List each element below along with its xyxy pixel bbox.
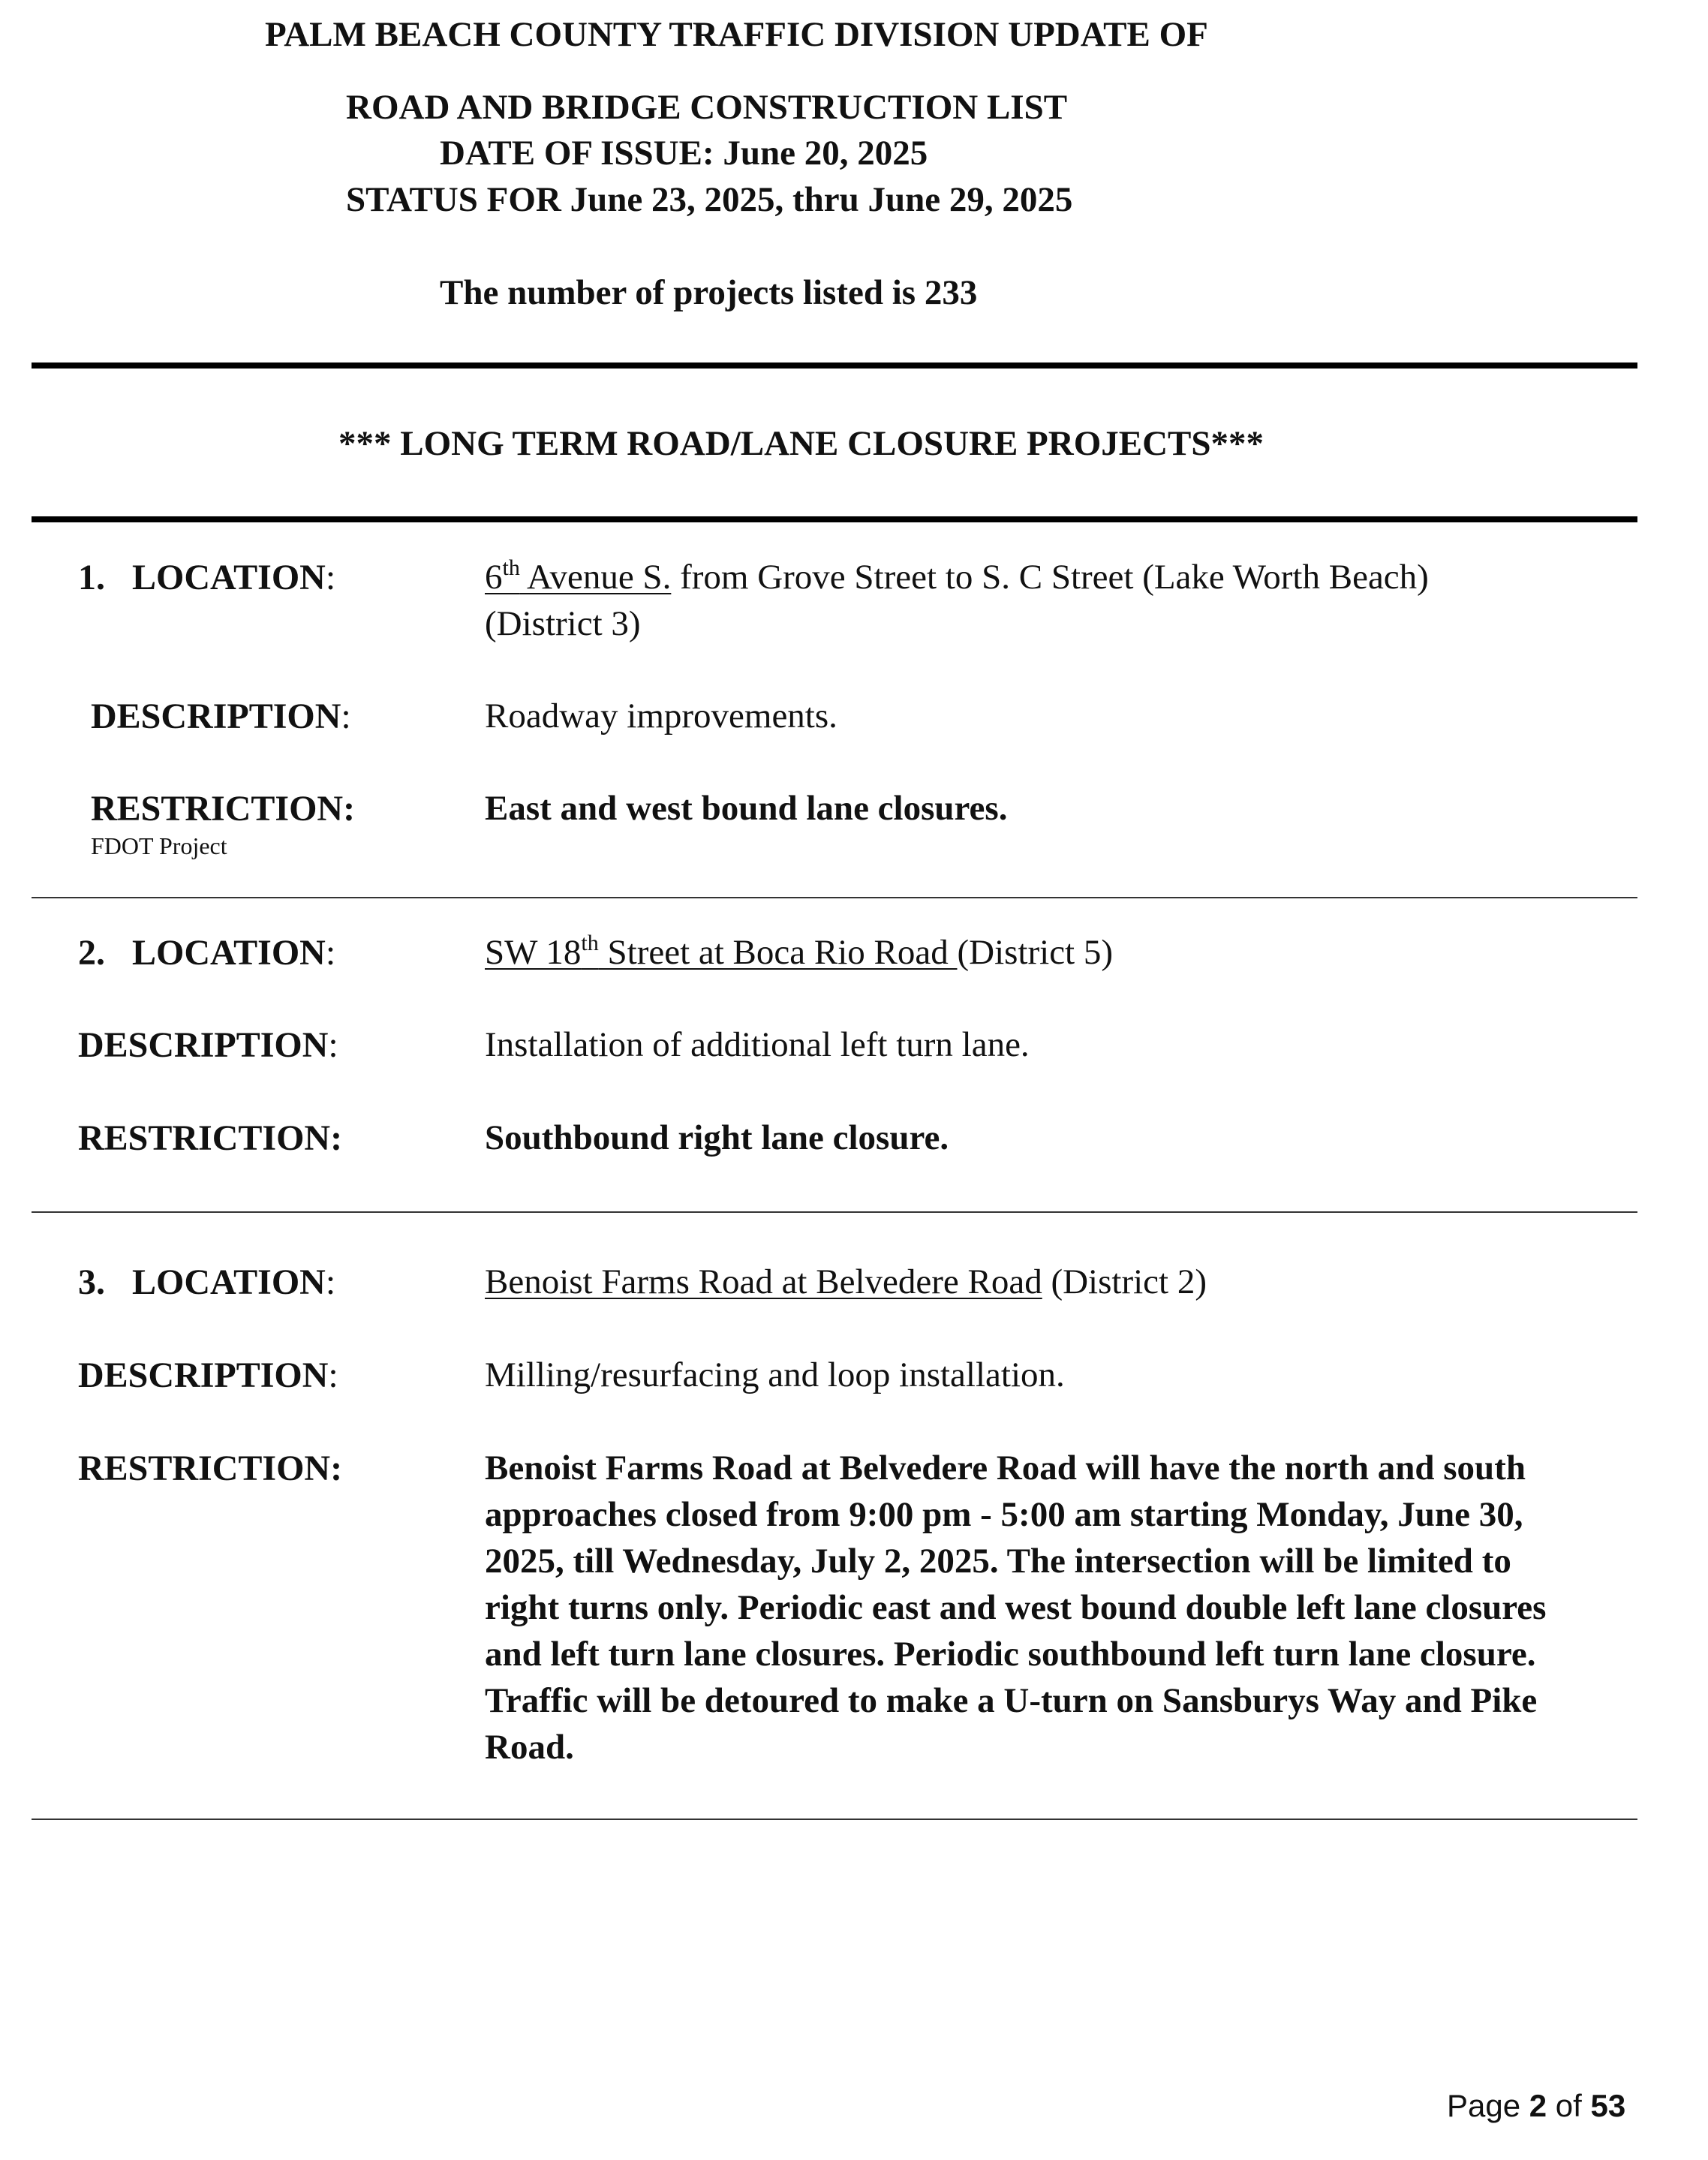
status-period: STATUS FOR June 23, 2025, thru June 29, 2025 bbox=[346, 180, 1073, 219]
divider-project-2 bbox=[32, 1211, 1637, 1213]
page-number: Page 2 of 53 bbox=[1447, 2088, 1626, 2123]
divider-project-1 bbox=[32, 897, 1637, 898]
project-3-restriction-label: RESTRICTION: bbox=[78, 1449, 343, 1488]
project-3-location-value: Benoist Farms Road at Belvedere Road (District 2) bbox=[485, 1262, 1207, 1301]
project-1-description-label: DESCRIPTION: bbox=[91, 696, 351, 736]
project-2-restriction-value: Southbound right lane closure. bbox=[485, 1118, 949, 1157]
project-3-number: 3. bbox=[78, 1262, 105, 1302]
project-1-location-value: 6th Avenue S. from Grove Street to S. C Street (Lake Worth Beach) (District 3) bbox=[485, 555, 1429, 643]
project-2-number: 2. bbox=[78, 933, 105, 973]
section-title: *** LONG TERM ROAD/LANE CLOSURE PROJECTS*** bbox=[338, 424, 1264, 463]
project-1-restriction-value: East and west bound lane closures. bbox=[485, 789, 1008, 828]
project-1-description-value: Roadway improvements. bbox=[485, 696, 837, 736]
divider-thick-top bbox=[32, 363, 1637, 369]
project-3-description-value: Milling/resurfacing and loop installation. bbox=[485, 1355, 1065, 1394]
project-2-description-value: Installation of additional left turn lane. bbox=[485, 1025, 1030, 1064]
project-2-description-label: DESCRIPTION: bbox=[78, 1025, 338, 1065]
project-1-restriction-label: RESTRICTION: bbox=[91, 789, 356, 829]
project-1-location-label: 1. LOCATION: bbox=[78, 558, 336, 597]
divider-thick-section bbox=[32, 516, 1637, 522]
divider-project-3 bbox=[32, 1819, 1637, 1820]
project-2-restriction-label: RESTRICTION: bbox=[78, 1118, 343, 1158]
project-2-location-value: SW 18th Street at Boca Rio Road (District 5) bbox=[485, 931, 1114, 972]
header-title-line-1: PALM BEACH COUNTY TRAFFIC DIVISION UPDATE OF bbox=[265, 15, 1208, 54]
project-3-description-label: DESCRIPTION: bbox=[78, 1355, 338, 1395]
project-1-number: 1. bbox=[78, 558, 105, 597]
date-of-issue: DATE OF ISSUE: June 20, 2025 bbox=[440, 134, 928, 173]
project-3-restriction-value: Benoist Farms Road at Belvedere Road will have the north and south approaches closed from 9:00 pm - 5:00 am starting Monday, June 30, 2025, till Wednesday, July 2, 2025. The intersection will be limited to right turns only. Periodic east and west bound double left lane closures and left turn lane closures. Periodic southbound left turn lane closure. Traffic will be detoured to make a U-turn on Sansburys Way and Pike Road. bbox=[485, 1449, 1547, 1767]
project-2-location-label: 2. LOCATION: bbox=[78, 933, 336, 973]
project-3-location-label: 3. LOCATION: bbox=[78, 1262, 336, 1302]
project-count: The number of projects listed is 233 bbox=[440, 273, 978, 312]
project-1-note: FDOT Project bbox=[91, 832, 227, 859]
header-title-line-2: ROAD AND BRIDGE CONSTRUCTION LIST bbox=[346, 88, 1068, 127]
